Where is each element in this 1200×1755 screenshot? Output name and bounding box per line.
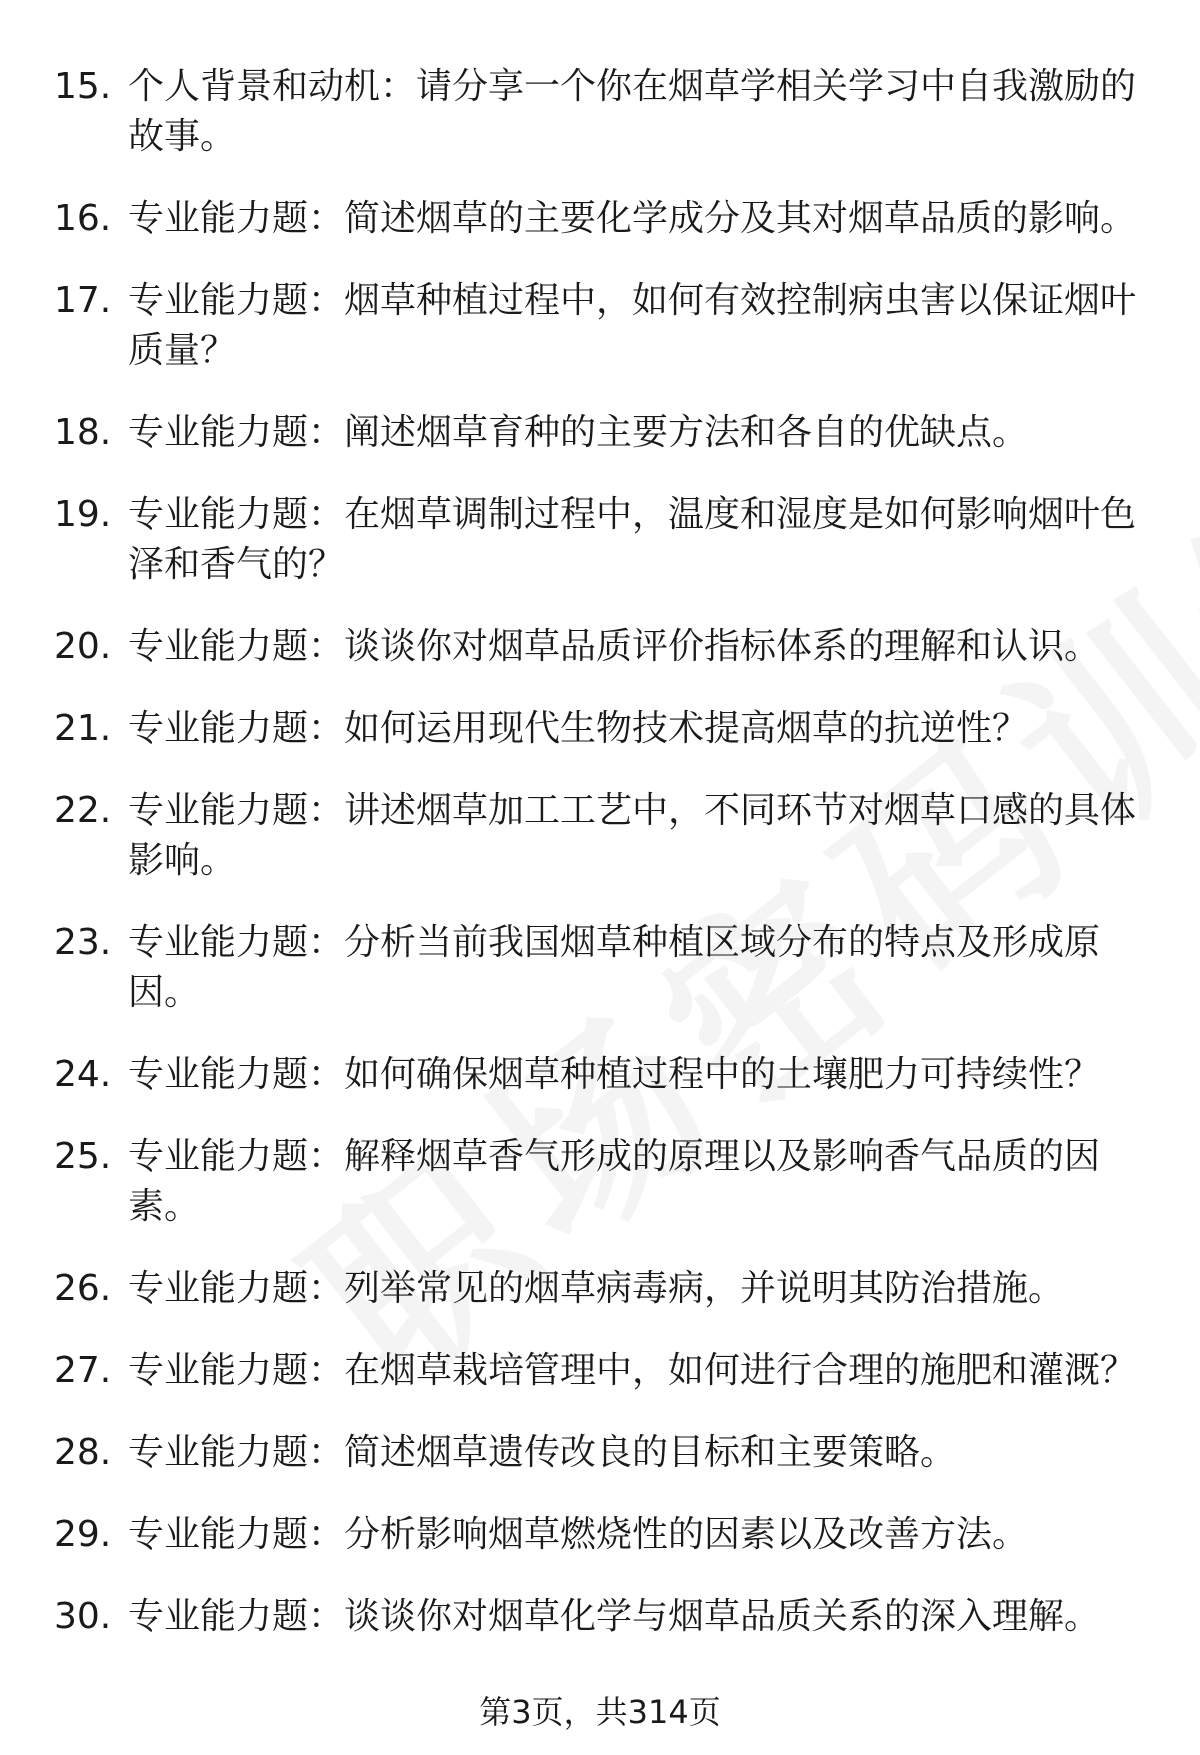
- question-text: 专业能力题：阐述烟草育种的主要方法和各自的优缺点。: [128, 412, 1029, 453]
- question-text: 专业能力题：谈谈你对烟草品质评价指标体系的理解和认识。: [128, 626, 1101, 667]
- list-item: [54, 1510, 1154, 1560]
- question-number: 24.: [54, 1054, 112, 1095]
- list-item: [54, 622, 1154, 672]
- question-number: 23.: [54, 922, 112, 963]
- question-text: 专业能力题：谈谈你对烟草化学与烟草品质关系的深入理解。: [128, 1596, 1101, 1637]
- question-text: 专业能力题：简述烟草的主要化学成分及其对烟草品质的影响。: [128, 198, 1137, 239]
- list-item: [54, 194, 1154, 244]
- question-text: 专业能力题：如何运用现代生物技术提高烟草的抗逆性？: [128, 708, 1029, 749]
- question-number: 30.: [54, 1596, 112, 1637]
- question-number: 17.: [54, 280, 112, 321]
- question-list: [54, 62, 1154, 1674]
- question-number: 25.: [54, 1136, 112, 1177]
- list-item: [54, 1132, 1154, 1232]
- question-number: 15.: [54, 66, 112, 107]
- question-text: 专业能力题：烟草种植过程中，如何有效控制病虫害以保证烟叶质量？: [128, 280, 1137, 371]
- question-text: 专业能力题：列举常见的烟草病毒病，并说明其防治措施。: [128, 1268, 1065, 1309]
- question-number: 18.: [54, 412, 112, 453]
- question-number: 16.: [54, 198, 112, 239]
- list-item: [54, 1346, 1154, 1396]
- list-item: [54, 490, 1154, 590]
- list-item: [54, 918, 1154, 1018]
- list-item: [54, 786, 1154, 886]
- list-item: [54, 276, 1154, 376]
- list-item: [54, 408, 1154, 458]
- question-text: 专业能力题：解释烟草香气形成的原理以及影响香气品质的因素。: [128, 1136, 1101, 1227]
- question-number: 22.: [54, 790, 112, 831]
- question-number: 19.: [54, 494, 112, 535]
- question-text: 专业能力题：简述烟草遗传改良的目标和主要策略。: [128, 1432, 957, 1473]
- question-text: 专业能力题：在烟草调制过程中，温度和湿度是如何影响烟叶色泽和香气的？: [128, 494, 1137, 585]
- question-number: 20.: [54, 626, 112, 667]
- question-number: 28.: [54, 1432, 112, 1473]
- question-number: 29.: [54, 1514, 112, 1555]
- question-number: 21.: [54, 708, 112, 749]
- list-item: [54, 704, 1154, 754]
- list-item: [54, 1428, 1154, 1478]
- question-text: 专业能力题：分析影响烟草燃烧性的因素以及改善方法。: [128, 1514, 1029, 1555]
- question-text: 个人背景和动机：请分享一个你在烟草学相关学习中自我激励的故事。: [128, 66, 1137, 157]
- list-item: [54, 62, 1154, 162]
- list-item: [54, 1050, 1154, 1100]
- question-number: 27.: [54, 1350, 112, 1391]
- question-number: 26.: [54, 1268, 112, 1309]
- question-text: 专业能力题：如何确保烟草种植过程中的土壤肥力可持续性？: [128, 1054, 1101, 1095]
- page-number-footer: 第3页，共314页: [479, 1693, 721, 1731]
- list-item: [54, 1264, 1154, 1314]
- question-text: 专业能力题：分析当前我国烟草种植区域分布的特点及形成原因。: [128, 922, 1101, 1013]
- question-text: 专业能力题：在烟草栽培管理中，如何进行合理的施肥和灌溉？: [128, 1350, 1137, 1391]
- list-item: [54, 1592, 1154, 1642]
- question-text: 专业能力题：讲述烟草加工工艺中，不同环节对烟草口感的具体影响。: [128, 790, 1137, 881]
